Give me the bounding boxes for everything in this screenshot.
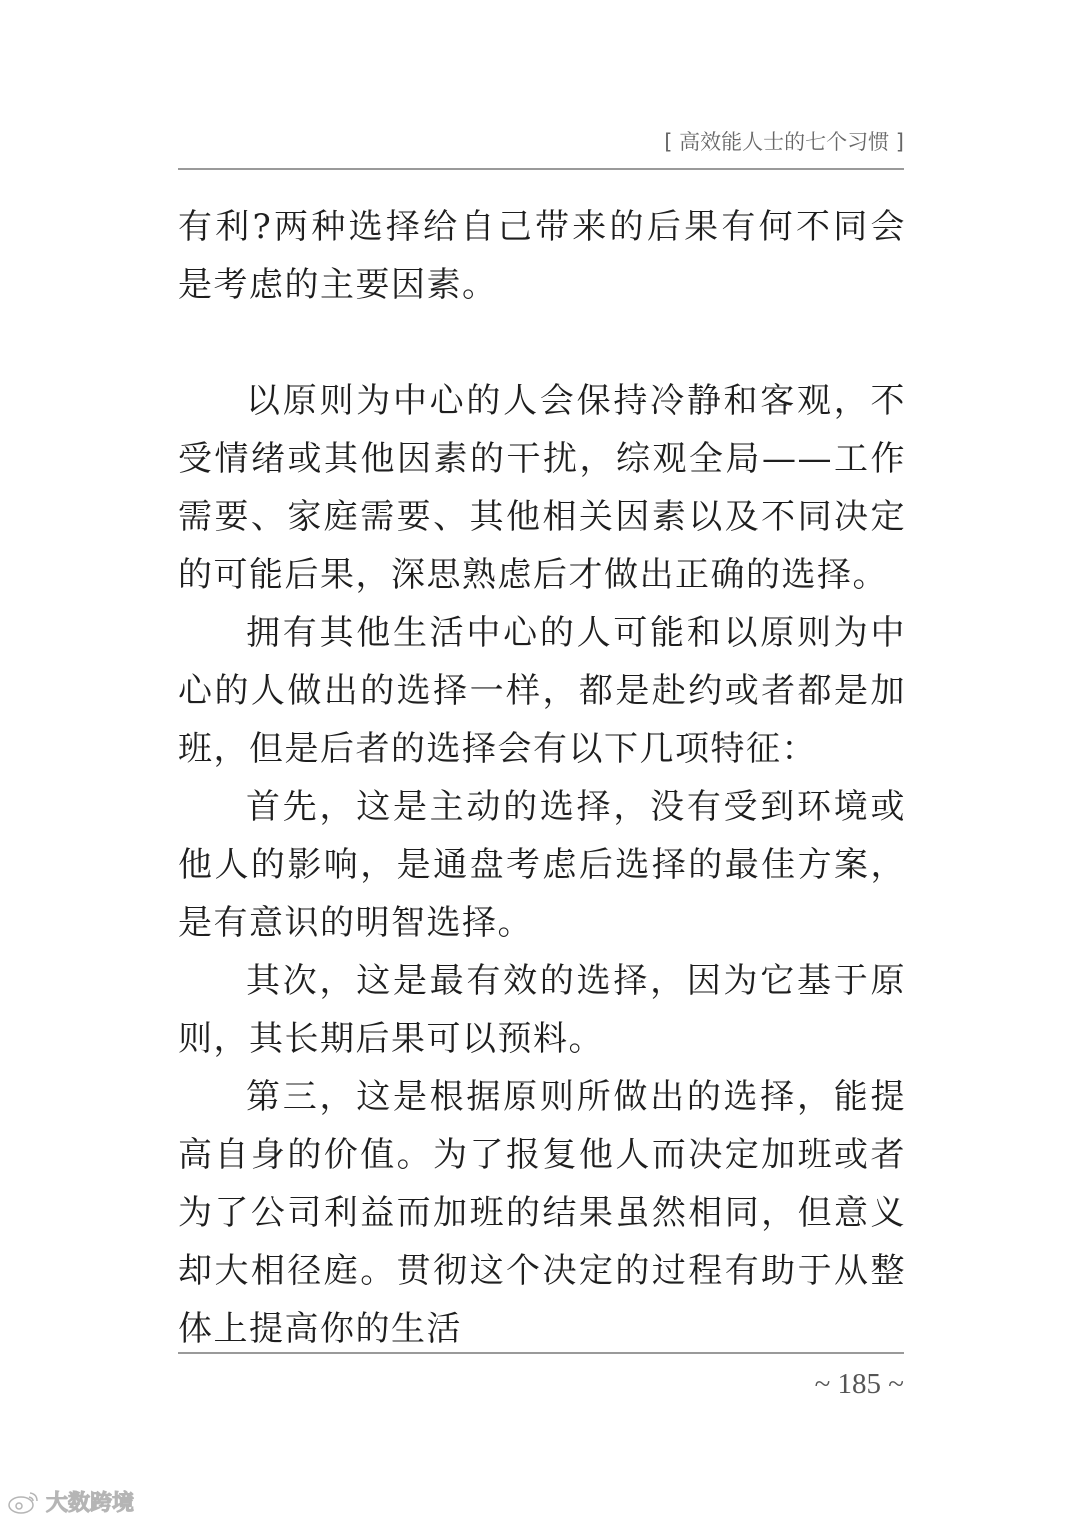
book-title: [ 高效能人士的七个习惯 ] (664, 130, 904, 154)
weibo-logo-icon (6, 1489, 40, 1515)
paragraph: 以原则为中心的人会保持冷静和客观，不受情绪或其他因素的干扰，综观全局——工作需要、家庭需要、其他相关因素以及不同决定的可能后果，深思熟虑后才做出正确的选择。 (178, 381, 906, 595)
page-header (178, 124, 904, 170)
paragraph: 拥有其他生活中心的人可能和以原则为中心的人做出的选择一样，都是赴约或者都是加班，但是后者的选择会有以下几项特征： (178, 613, 906, 769)
paragraph: 其次，这是最有效的选择，因为它基于原则，其长期后果可以预料。 (178, 961, 906, 1059)
paragraph-continuation: 有利?两种选择给自己带来的后果有何不同会是考虑的主要因素。 (178, 207, 906, 305)
footer-divider (178, 1352, 904, 1354)
paragraph: 首先，这是主动的选择，没有受到环境或他人的影响，是通盘考虑后选择的最佳方案，是有意识的明智选择。 (178, 787, 906, 943)
paragraph: 第三，这是根据原则所做出的选择，能提高自身的价值。为了报复他人而决定加班或者为了公司利益而加班的结果虽然相同，但意义却大相径庭。贯彻这个决定的过程有助于从整体上提高你的生活 (178, 1077, 906, 1349)
page-number: ~ 185 ~ (814, 1368, 904, 1400)
watermark (6, 1486, 134, 1517)
page-body (178, 198, 906, 1358)
watermark-text: 大数跨境 (46, 1491, 135, 1516)
